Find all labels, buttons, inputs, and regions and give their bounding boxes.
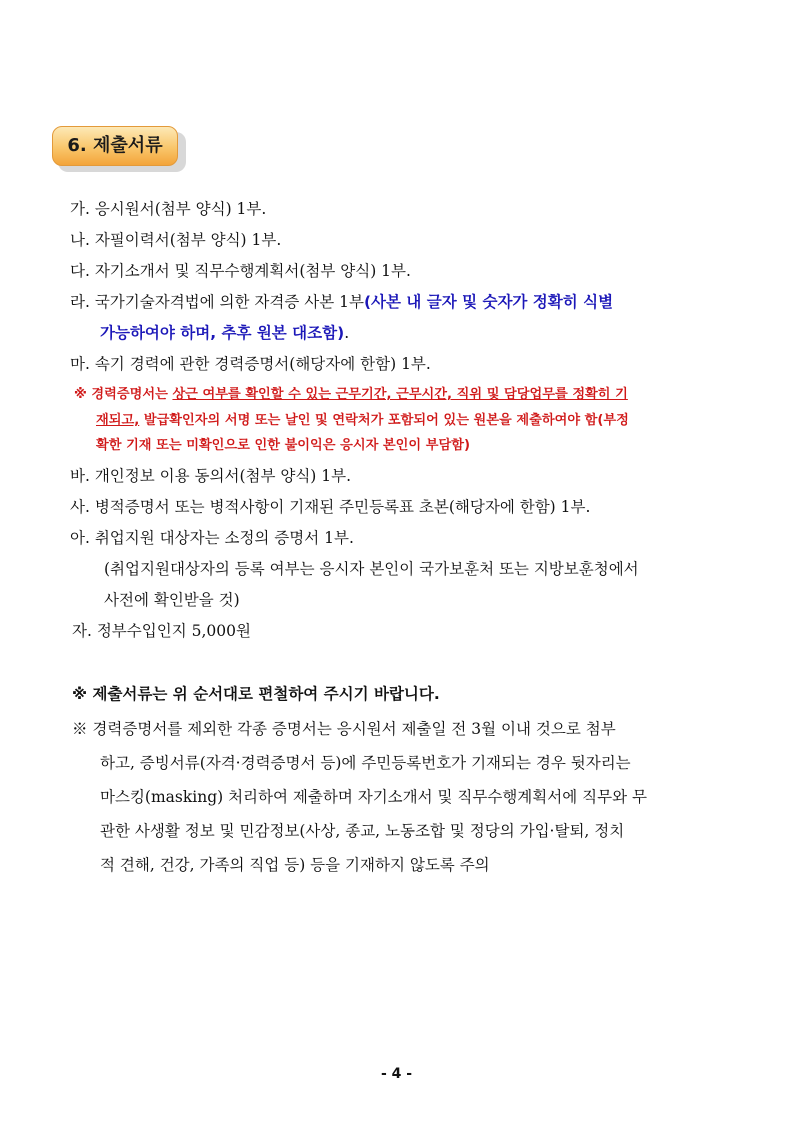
section-header-badge bbox=[52, 126, 186, 172]
warning-line-1 bbox=[74, 386, 628, 404]
list-item-ra-continued bbox=[100, 323, 349, 343]
list-item-ra bbox=[70, 292, 613, 312]
warning-underlined-2: 재되고, bbox=[96, 413, 140, 428]
list-item-sa: 사. 병적증명서 또는 병적사항이 기재된 주민등록표 초본(해당자에 한함) 1부. bbox=[70, 498, 591, 516]
warning-line-2 bbox=[96, 412, 629, 430]
order-note: ※ 제출서류는 위 순서대로 편철하여 주시기 바랍니다. bbox=[72, 685, 440, 703]
list-item-ga: 가. 응시원서(첨부 양식) 1부. bbox=[70, 200, 267, 218]
cert-note-line-5: 적 견해, 건강, 가족의 직업 등) 등을 기재하지 않도록 주의 bbox=[100, 856, 490, 874]
list-item-a-note-2: 사전에 확인받을 것) bbox=[104, 591, 240, 609]
list-item-ra-period: . bbox=[344, 324, 350, 342]
list-item-a: 아. 취업지원 대상자는 소정의 증명서 1부. bbox=[70, 529, 354, 547]
list-item-ja: 자. 정부수입인지 5,000원 bbox=[72, 622, 251, 640]
warning-line-3: 확한 기재 또는 미확인으로 인한 불이익은 응시자 본인이 부담함) bbox=[96, 438, 470, 453]
list-item-ra-emphasis-1: (사본 내 글자 및 숫자가 정확히 식별 bbox=[363, 293, 614, 311]
list-item-da: 다. 자기소개서 및 직무수행계획서(첨부 양식) 1부. bbox=[70, 262, 411, 280]
cert-note-line-3: 마스킹(masking) 처리하여 제출하며 자기소개서 및 직무수행계획서에 직무와 무 bbox=[100, 788, 647, 806]
warning-text-2: 발급확인자의 서명 또는 날인 및 연락처가 포함되어 있는 원본을 제출하여야 함(부정 bbox=[139, 413, 629, 428]
cert-note-line-2: 하고, 증빙서류(자격·경력증명서 등)에 주민등록번호가 기재되는 경우 뒷자리는 bbox=[100, 754, 631, 772]
warning-underlined-1: 상근 여부를 확인할 수 있는 근무기간, 근무시간, 직위 및 담당업무를 정확히 기 bbox=[172, 387, 628, 402]
list-item-ba: 바. 개인정보 이용 동의서(첨부 양식) 1부. bbox=[70, 467, 352, 485]
warning-mark: ※ 경력증명서는 bbox=[74, 387, 173, 402]
section-title: 6. 제출서류 bbox=[67, 135, 163, 156]
cert-note-line-1: ※ 경력증명서를 제외한 각종 증명서는 응시원서 제출일 전 3월 이내 것으로 첨부 bbox=[72, 720, 616, 738]
list-item-ma: 마. 속기 경력에 관한 경력증명서(해당자에 한함) 1부. bbox=[70, 355, 431, 373]
page-number: - 4 - bbox=[380, 1066, 413, 1082]
cert-note-line-4: 관한 사생활 정보 및 민감정보(사상, 종교, 노동조합 및 정당의 가입·탈퇴, 정치 bbox=[100, 822, 625, 840]
list-item-na: 나. 자필이력서(첨부 양식) 1부. bbox=[70, 231, 282, 249]
list-item-ra-emphasis-2: 가능하여야 하며, 추후 원본 대조함) bbox=[100, 324, 345, 342]
list-item-ra-text: 라. 국가기술자격법에 의한 자격증 사본 1부 bbox=[70, 293, 364, 311]
list-item-a-note-1: (취업지원대상자의 등록 여부는 응시자 본인이 국가보훈처 또는 지방보훈청에서 bbox=[104, 560, 639, 578]
